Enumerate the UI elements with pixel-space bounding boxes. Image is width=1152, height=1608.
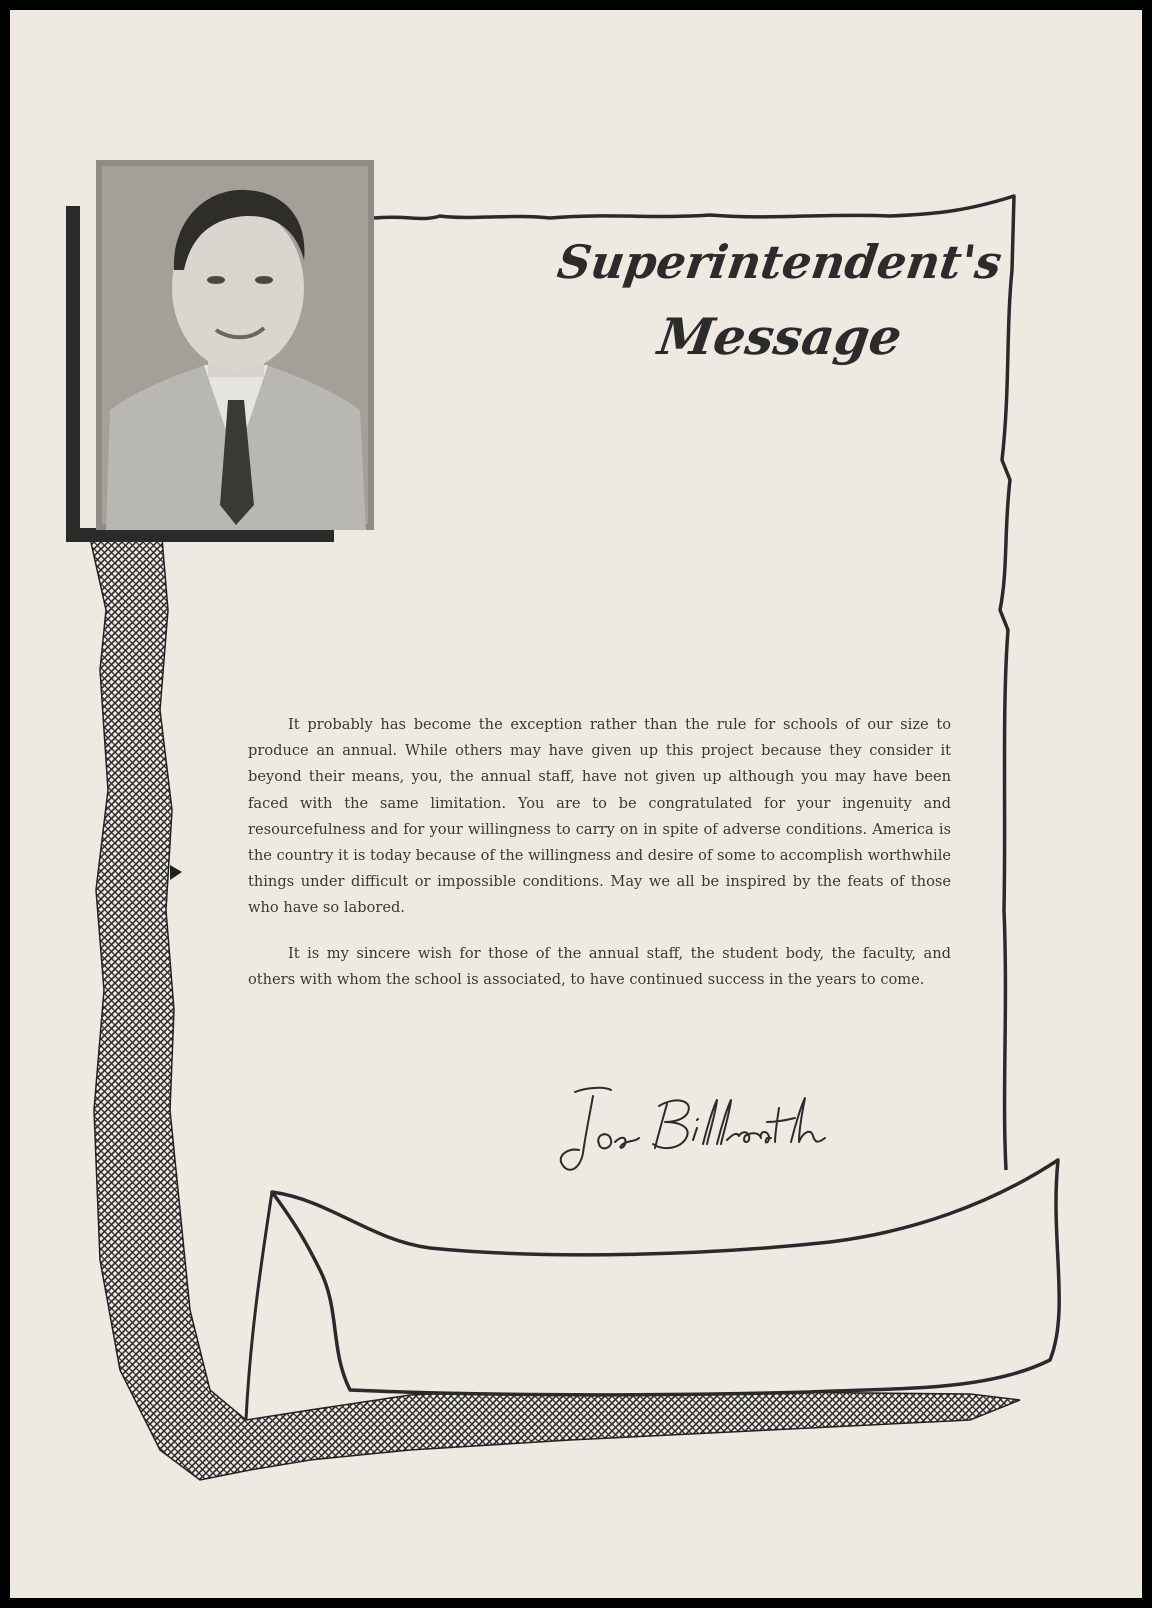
handwritten-signature [555,1078,885,1183]
superintendent-portrait [96,160,374,530]
message-paragraph-2: It is my sincere wish for those of the annual staff, the student body, the faculty, and others with whom the school is associated, to have continued success in the years to come. [248,944,951,988]
title-line-1: Superintendent's [554,235,1006,289]
title-line-2: Message [654,307,906,366]
page-title [550,235,1006,425]
yearbook-page [10,10,1142,1598]
portrait-photo [96,160,374,530]
message-paragraph-1: It probably has become the exception rather than the rule for schools of our size to produce an annual. While others may have given up this project because they consider it beyond their means, you, the annual staff, have not given up although you may have been faced with the same limitation. You are to be congratulated for your ingenuity and resourcefulness and for your willingness to carry on in spite of adverse conditions. America is the country it is today because of the willingness and desire of some to accomplish worthwhile things under difficult or impossible conditions. May we all be inspired by the feats of those who have so labored. [248,716,951,917]
message-body [248,712,951,1012]
